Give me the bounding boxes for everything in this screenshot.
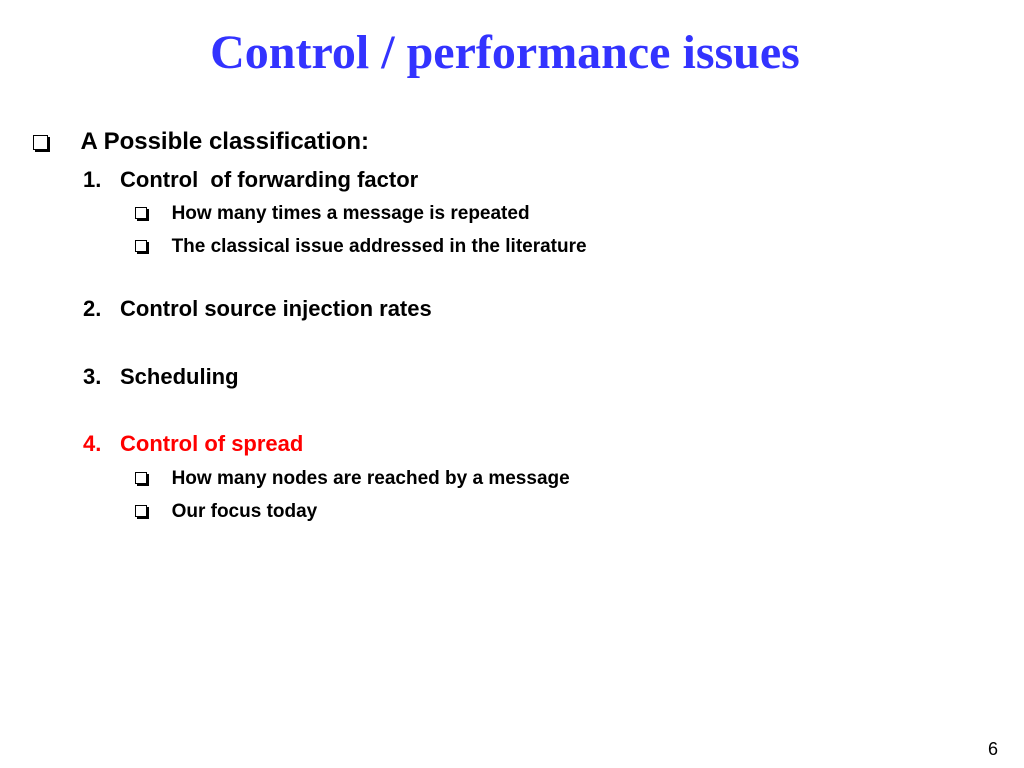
checkbox-bullet-icon [33,135,48,150]
list-item-text: Scheduling [120,364,239,389]
checkbox-bullet-icon [135,505,147,517]
sub-bullet-text: The classical issue addressed in the literature [171,236,587,257]
checkbox-bullet-icon [135,207,147,219]
sub-bullet-1-1 [135,202,530,226]
list-item-number: 1. [83,167,102,192]
list-item-4 [83,430,303,458]
list-item-number: 3. [83,364,102,389]
list-item-text: Control of spread [120,431,304,456]
slide-title: Control / performance issues [210,26,800,79]
sub-bullet-text: How many times a message is repeated [171,203,530,224]
list-item-3 [83,363,239,391]
list-item-number: 4. [83,431,102,456]
list-item-2 [83,295,432,323]
sub-bullet-4-1 [135,467,570,491]
sub-bullet-text: How many nodes are reached by a message [171,468,570,489]
checkbox-bullet-icon [135,472,147,484]
list-item-number: 2. [83,296,102,321]
main-bullet [33,127,369,157]
list-item-text: Control of forwarding factor [120,167,419,192]
checkbox-bullet-icon [135,240,147,252]
sub-bullet-text: Our focus today [171,501,318,522]
page-number: 6 [987,739,998,759]
list-item-1 [83,166,418,194]
list-item-text: Control source injection rates [120,296,432,321]
main-bullet-text: A Possible classification: [80,128,369,155]
sub-bullet-1-2 [135,235,587,259]
sub-bullet-4-2 [135,500,317,524]
